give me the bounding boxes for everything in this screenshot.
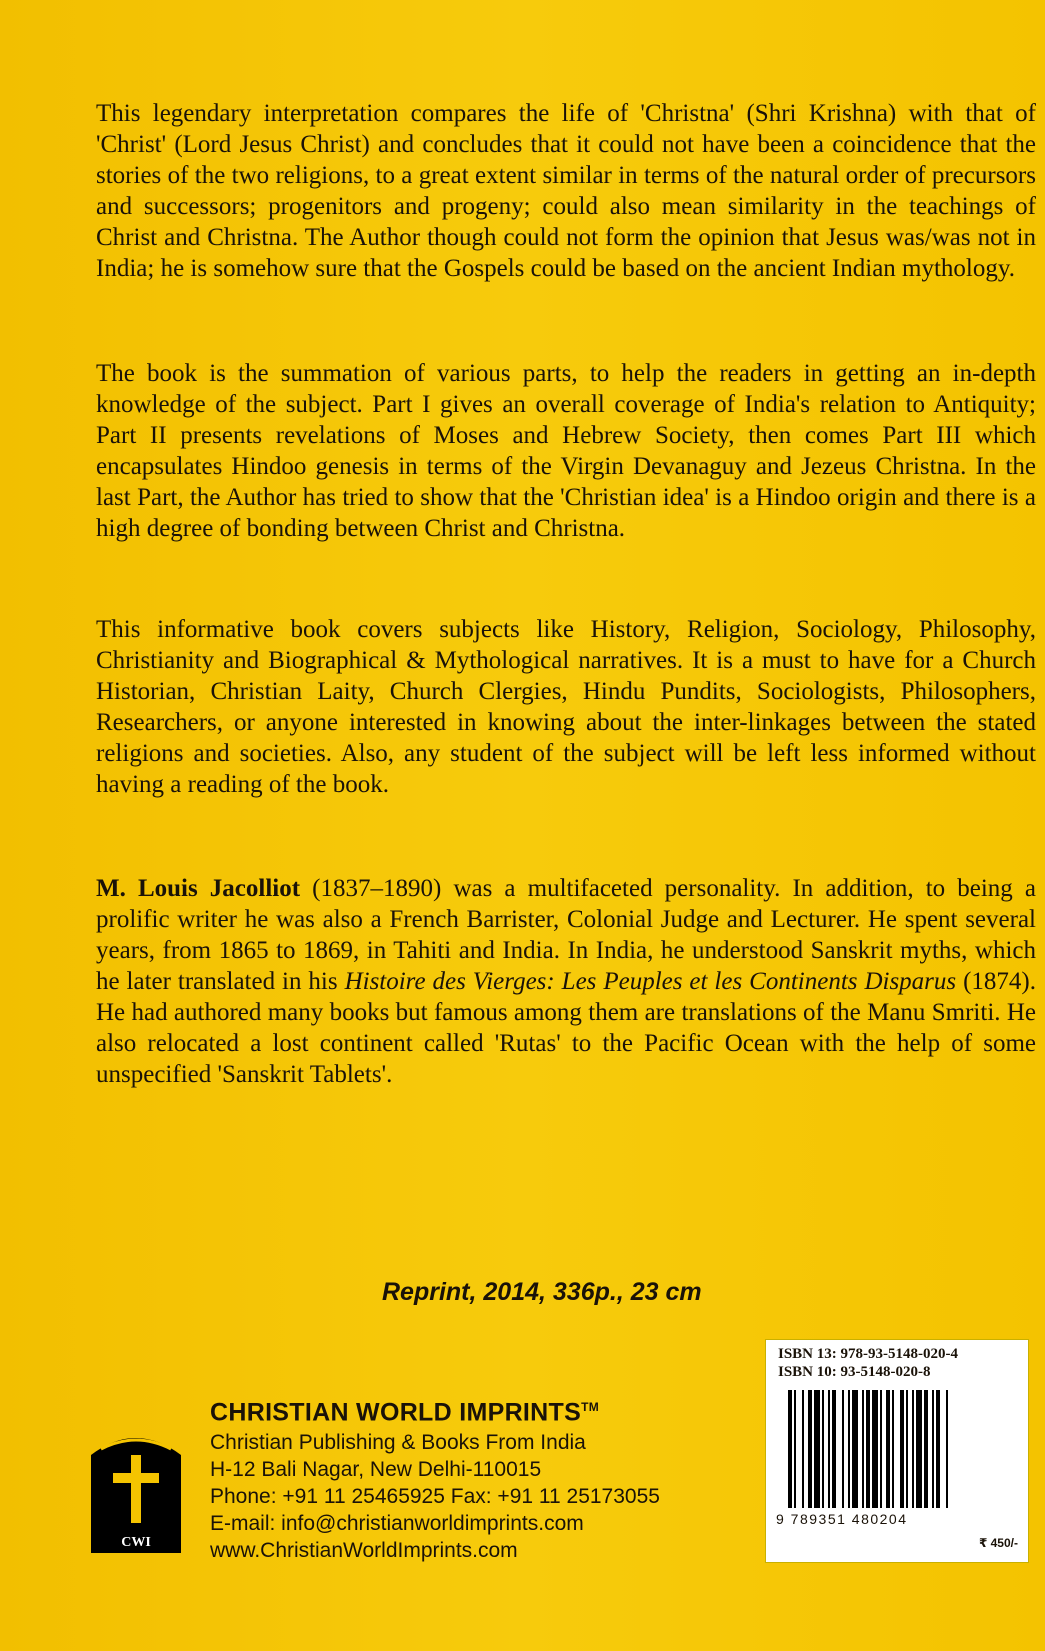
barcode-bar [924,1390,928,1508]
book-title: Histoire des Vierges: Les Peuples et les Continents Disparus [344,968,957,995]
barcode-bar [822,1390,824,1508]
barcode-bar [802,1390,804,1508]
paragraph-text: The book is the summation of various parts, to help the readers in getting an in-depth knowledge of the subject. Part I gives an overall coverage of India's relation to Antiquity; Part II presents revelations of Moses and Hebrew Society, then comes Part III which encapsulates Hindoo genesis in terms of the Virgin Devanaguy and Jezeus Christna. In the last Part, the Author has tried to show that the 'Christian idea' is a Hindoo origin and there is a high degree of bonding between Christ and Christna. [96,360,1036,542]
barcode-bar [900,1390,904,1508]
reprint-info: Reprint, 2014, 336p., 23 cm [382,1278,702,1306]
isbn-barcode-box [765,1339,1029,1563]
description-paragraph-1 [96,98,1036,284]
barcode-bar [892,1390,894,1508]
cross-book-icon [87,1425,185,1553]
barcode-digits: 9 789351 480204 [776,1511,908,1527]
barcode-bar [794,1390,796,1508]
barcode-bar [814,1390,820,1508]
barcode-bar [832,1390,836,1508]
paragraph-text [96,873,1036,1090]
barcode-bar [886,1390,890,1508]
barcode-bar [842,1390,844,1508]
trademark-mark: TM [581,1400,600,1414]
publisher-phone: Phone: +91 11 25465925 Fax: +91 11 25173055 [210,1485,660,1509]
barcode-bar [788,1390,792,1508]
barcode-bar [906,1390,908,1508]
description-paragraph-3 [96,614,1036,800]
barcode [788,1390,1008,1512]
barcode-bar [880,1390,882,1508]
price-label: ₹ 450/- [978,1536,1018,1550]
barcode-bar [848,1390,850,1508]
barcode-bar [916,1390,922,1508]
publisher-name-text: CHRISTIAN WORLD IMPRINTS [210,1398,582,1427]
publisher-email: E-mail: info@christianworldimprints.com [210,1512,584,1536]
description-paragraph-2 [96,358,1036,544]
barcode-bar [828,1390,830,1508]
paragraph-text: This legendary interpretation compares the life of 'Christna' (Shri Krishna) with that of 'Christ' (Lord Jesus Christ) and concludes that it could not have been a coincidence that the stories of the two religions, to a great extent similar in terms of the natural order of precursors and successors; progenitors and progeny; could also mean similarity in the teachings of Christ and Christna. The Author though could not form the opinion that Jesus was/was not in India; he is somehow sure that the Gospels could be based on the ancient Indian mythology. [96,100,1036,282]
barcode-bar [932,1390,934,1508]
paragraph-text: This informative book covers subjects like History, Religion, Sociology, Philosophy, Christianity and Biographical & Mythological narratives. It is a must to have for a Church Historian, Christian Laity, Church Clergies, Hindu Pundits, Sociologists, Philosophers, Researchers, or anyone interested in knowing about the inter-linkages between the stated religions and societies. Also, any student of the subject will be left less informed without having a reading of the book. [96,616,1036,798]
publisher-website: www.ChristianWorldImprints.com [210,1539,518,1563]
bio-text-1: (1837–1890) was a multifaceted personality. In addition, to being a prolific writer he was also a French Barrister, Colonial Judge and Lecturer. He spent several years, from 1865 to 1869, in Tahiti and India. In India, he understood Sanskrit myths, which he later translated in his [96,875,1037,995]
bio-text-2: (1874). He had authored many books but famous among them are translations of the Manu Smriti. He also relocated a lost continent called 'Rutas' to the Pacific Ocean with the help of some unspecified 'Sanskrit Tablets'. [96,968,1036,1088]
logo-text: CWI [121,1535,151,1550]
barcode-bar [808,1390,812,1508]
publisher-block [210,1390,660,1564]
barcode-bar [912,1390,914,1508]
isbn-13: ISBN 13: 978-93-5148-020-4 [778,1346,958,1362]
barcode-bar [852,1390,858,1508]
publisher-tagline: Christian Publishing & Books From India [210,1431,586,1455]
author-bio-paragraph [96,873,1036,1090]
barcode-bar [872,1390,878,1508]
barcode-bar [936,1390,940,1508]
barcode-bar [946,1390,948,1508]
publisher-address: H-12 Bali Nagar, New Delhi-110015 [210,1458,542,1482]
isbn-10: ISBN 10: 93-5148-020-8 [778,1364,931,1380]
barcode-bar [866,1390,870,1508]
author-name: M. Louis Jacolliot [96,875,301,902]
publisher-name [210,1390,660,1429]
barcode-bar [862,1390,864,1508]
